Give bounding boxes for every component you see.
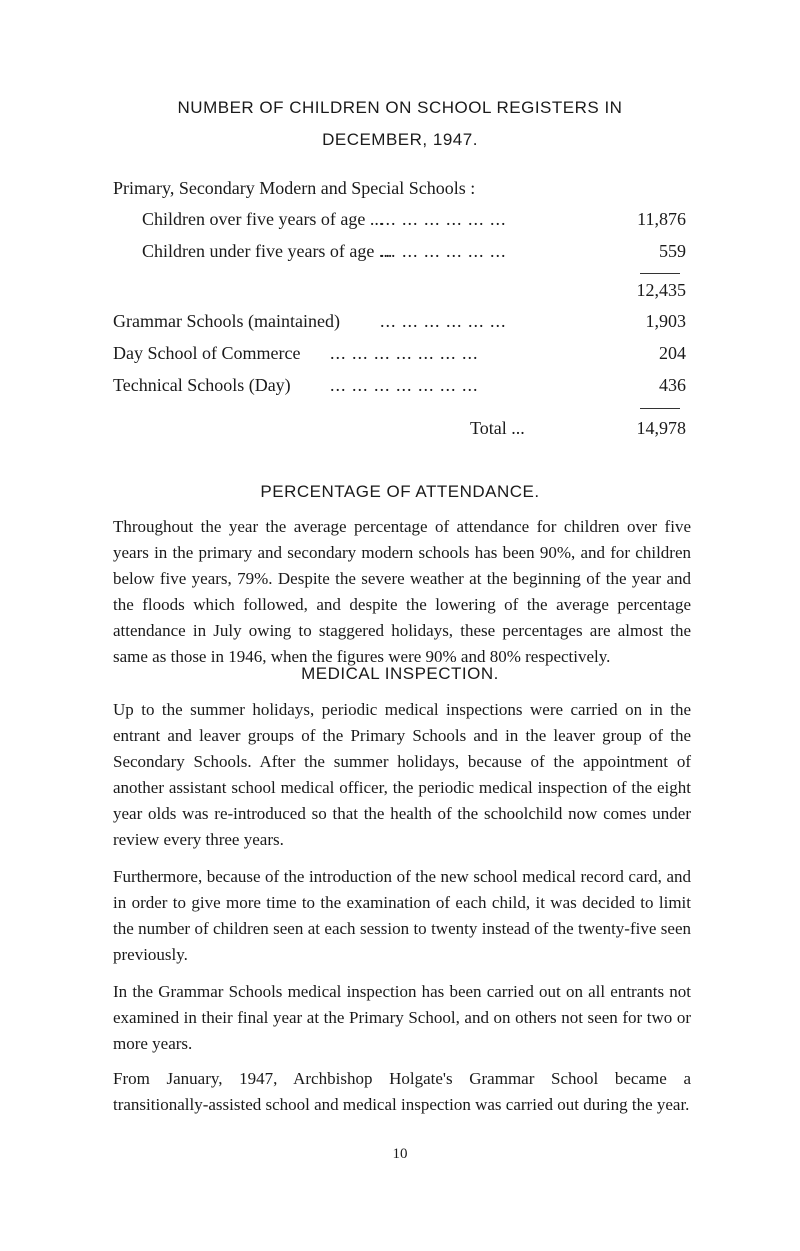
medical-paragraph-1: Up to the summer holidays, periodic medical inspections were carried on in the entrant and leaver groups of the Primary Schools and in the leaver group of the Secondary Schools. After the summer holidays, because of the appointment of another assistant school medical officer, the periodic medical inspection of the eight year olds was re-introduced so that the health of the schoolchild now comes under review every three years. <box>113 700 691 849</box>
value-commerce: 204 <box>659 343 686 363</box>
leader-dots: ... ... ... ... ... ... <box>380 209 507 229</box>
document-title-line1: NUMBER OF CHILDREN ON SCHOOL REGISTERS IN <box>177 98 623 117</box>
leader-dots: ... ... ... ... ... ... <box>380 311 507 331</box>
medical-paragraph-3: In the Grammar Schools medical inspection has been carried out on all entrants not examined in their final year at the Primary School, and on others not seen for two or more years. <box>113 982 691 1053</box>
intro-label: Primary, Secondary Modern and Special Schools : <box>113 178 476 198</box>
row-label-commerce: Day School of Commerce <box>113 343 301 363</box>
row-label-over-five: Children over five years of age ... <box>142 209 384 229</box>
document-title-line2: DECEMBER, 1947. <box>322 130 478 149</box>
value-under-five: 559 <box>659 241 686 261</box>
total-label: Total ... <box>470 418 525 438</box>
row-label-under-five: Children under five years of age ... <box>142 241 393 261</box>
medical-paragraph-2: Furthermore, because of the introduction of the new school medical record card, and in order to give more time to the examination of each child, it was decided to limit the number of children seen at each session to twenty instead of the twenty-five seen previously. <box>113 867 691 964</box>
attendance-paragraph: Throughout the year the average percentage of attendance for children over five years in the primary and secondary modern schools has been 90%, and for children below five years, 79%. Despite the severe weather at the beginning of the year and the floods which followed, and despite the lowering of the average percentage attendance in July owing to staggered holidays, these percentages are almost the same as those in 1946, when the figures were 90% and 80% respectively. <box>113 517 691 666</box>
row-label-technical: Technical Schools (Day) <box>113 375 291 395</box>
page-number: 10 <box>392 1146 408 1162</box>
value-technical: 436 <box>659 375 686 395</box>
value-grammar: 1,903 <box>645 311 686 331</box>
leader-dots: ... ... ... ... ... ... ... <box>330 343 479 363</box>
attendance-heading: PERCENTAGE OF ATTENDANCE. <box>260 482 540 501</box>
leader-dots: ... ... ... ... ... ... <box>380 241 507 261</box>
value-subtotal: 12,435 <box>636 280 686 300</box>
medical-heading: MEDICAL INSPECTION. <box>301 664 499 683</box>
value-total: 14,978 <box>636 418 686 438</box>
total-rule <box>640 408 680 409</box>
row-label-grammar: Grammar Schools (maintained) <box>113 311 340 331</box>
value-over-five: 11,876 <box>637 209 686 229</box>
leader-dots: ... ... ... ... ... ... ... <box>330 375 479 395</box>
medical-paragraph-4: From January, 1947, Archbishop Holgate's Grammar School became a transitionally-assisted school and medical inspection was carried out during the year. <box>113 1069 691 1114</box>
subtotal-rule <box>640 273 680 274</box>
